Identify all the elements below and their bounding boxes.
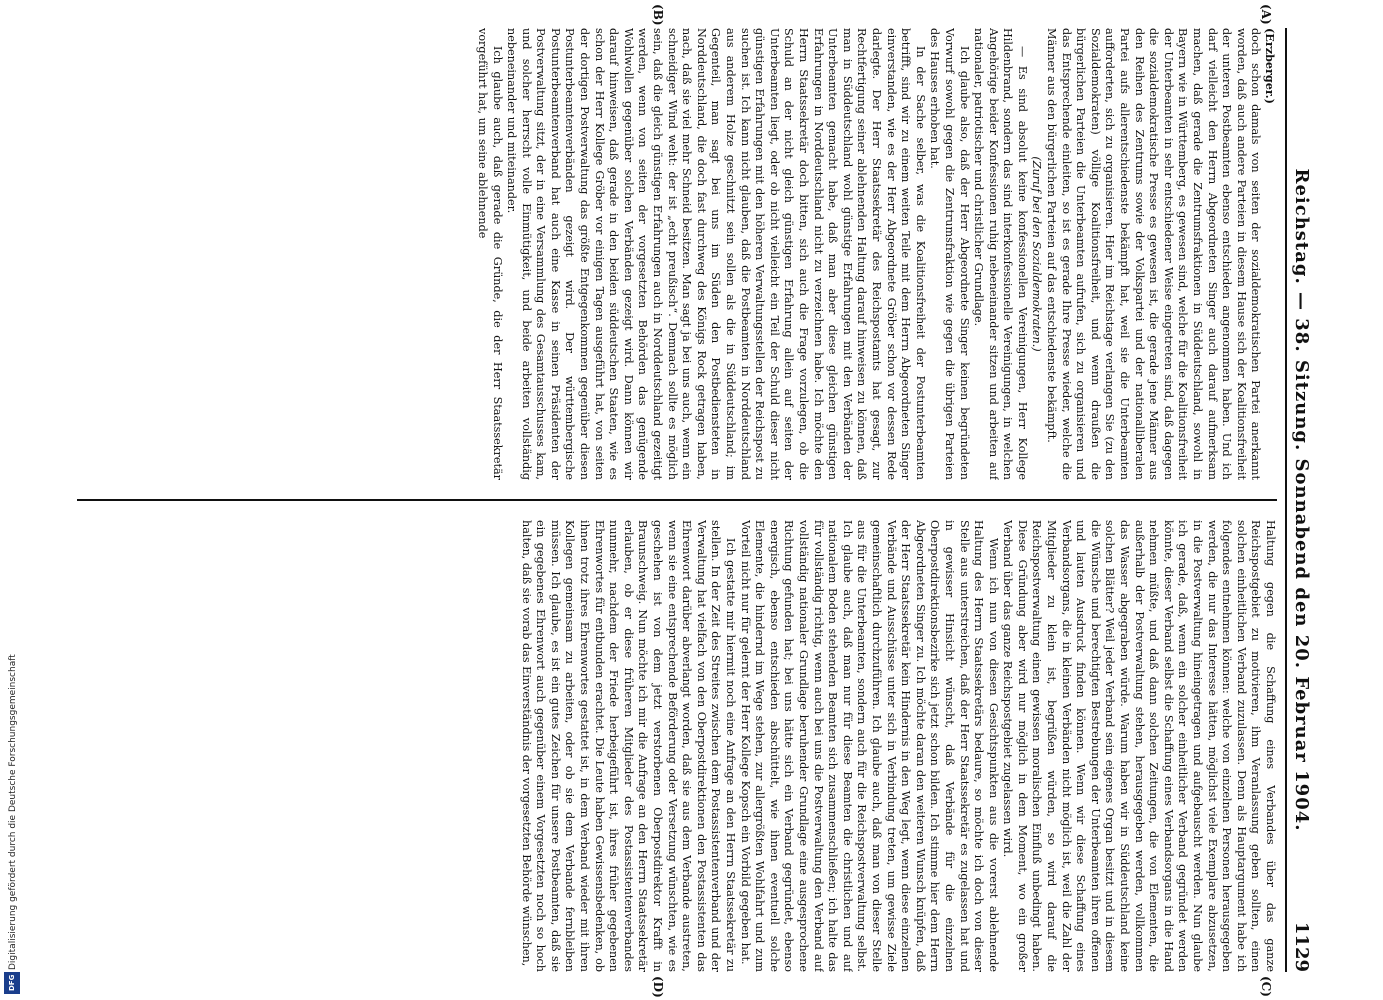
paragraph: — Es sind absolut keine konfessionellen Vereinigungen, Herr Kollege Hildenbrand, sondern das sind interkonfessionelle Vereinigungen, in welchen Angehörige beider Konfessionen ruhig nebeneinander sitzen und arbeiten auf nationaler, patriotischer und christlicher Grundlage. [972, 28, 1029, 480]
speaker-name: (Erzberger.) [1263, 28, 1277, 104]
paragraph: Wenn ich nun von diesen Gesichtspunkten aus die vorerst ablehnende Haltung des Herrn Staatssekretärs bedaure, so möchte ich doch von dieser Stelle aus unterstreichen, daß der Herr Staatssekretär es zugelassen hat und in gewisser Hinsicht wünscht, daß Verbände für die einzelnen Oberpostdirektionsbezirke sich jetzt schon bilden. Ich stimme hier dem Herrn Abgeordneten Singer zu. Ich möchte daran den weiteren Wunsch knüpfen, daß der Herr Staatssekretär kein Hindernis in den Weg legt, wenn diese einzelnen Verbände und Ausschüsse unter sich in Verbindung treten, um gewisse Ziele gemeinschaftlich durchzuführen. Ich glaube auch, daß man von dieser Stelle aus für die Unterbeamten, sondern auch für die Reichspostverwaltung selbst. Ich glaube auch, daß man nur für diese Beamten die christlichen und auf nationalem Boden stehenden Beamten sich zusammenschließen; ich halte das für vollständig richtig, wenn auch bei uns die Postverwaltung den Verband auf vollständig nationaler Grundlage beruhender Grundlage eine ausgesprochene Richtung gefunden hat; bei uns hätte sich ein Verband gegründet, ebenso energisch, ebenso entschieden abschüttelt, wie ihnen eventuell solche Elemente, die hindernd im Wege stehen, zur allergrößten Wohlfahrt und zum Vorteil nicht nur für gelernt der Herr Kollege Kopsch ein Vorbild gegeben hat. [738, 520, 1000, 972]
paragraph: Ich gestatte mir hiermit noch eine Anfrage an den Herrn Staatssekretär zu stellen. In der Zeit des Streites zwischen dem Postassistentenverband und der Verwaltung hat vielfach von den Oberpostdirektionen den Postassistenten das Ehrenwort darüber abverlangt worden, daß sie aus dem Verbande austreten, wenn sie eine entsprechende Beförderung oder Versetzung wünschten, wie es geschehen ist von dem jetzt verstorbenen Oberpostdirektor Krafft in Braunschweig. Nun möchte ich mir die Anfrage an den Herrn Staatssekretär erlauben, ob er diese früheren Mitglieder des Postassistentenverbandes nunmehr, nachdem der Friede herbeigeführt ist, ihres früher gegebenen Ehrenwortes für entbunden erachtet. Die Leute haben Gewissensbedenken, ob ihnen trotz ihres Ehrenwortes gestattet ist, in dem Verband wieder mit ihren Kollegen gemeinsam zu arbeiten, oder ob sie dem Verbande fernbleiben müssen. Ich glaube, es ist ein gutes Zeichen für unsere Postbeamten, daß sie ein gegebenes Ehrenwort auch gegenüber einem Vorgesetzten noch so hoch halten, daß sie vorab das Einverständnis der vorgesetzten Behörde wünschen, [519, 520, 738, 972]
column-divider [77, 499, 1277, 501]
document-page [25, 0, 1325, 1000]
right-column [77, 520, 1277, 972]
margin-marker-c: (C) [1259, 976, 1273, 997]
interjection: (Zuruf bei den Sozialdemokraten.) [1030, 156, 1044, 352]
margin-marker-a: (A) [1259, 4, 1273, 25]
dfg-logo: DFG [4, 972, 20, 994]
page-header [1285, 28, 1317, 972]
paragraph: doch schon damals von seiten der sozialdemokratischen Partei anerkannt worden, daß auch andere Parteien in diesem Hause sich der Koalitionsfreiheit der unteren Postbeamten ebenso entschieden angenommen haben. Und ich darf vielleicht den Herrn Abgeordneten Singer auch darauf aufmerksam machen, daß gerade die Zentrumsfraktionen in Süddeutschland, sowohl in Bayern wie in Württemberg, es gewesen sind, welche für die Koalitionsfreiheit der Unterbeamten in sehr entschiedener Weise eingetreten sind, daß dagegen die sozialdemokratische Presse es gewesen ist, die gerade jene Männer aus den Reihen des Zentrums sowie der Volkspartei und der nationalliberalen Partei aufs allerentschiedenste bekämpft hat, weil sie die Unterbeamten aufforderten, sich zu organisieren. Hier im Reichstage verlangen Sie (zu den Sozialdemokraten) völlige Koalitionsfreiheit, und wenn draußen die bürgerlichen Parteien die Unterbeamten aufrufen, sich zu organisieren und das Entsprechende einleiten, so ist es gerade Ihre Presse wieder, welche die Männer aus den bürgerlichen Parteien auf das entschiedenste bekämpft. [1045, 28, 1263, 480]
page-number: 1129 [1291, 921, 1313, 972]
sidebar-credit: Digitalisierung gefördert durch die Deutsche Forschungsgemeinschaft [8, 654, 18, 970]
left-column [77, 28, 1277, 480]
digitization-sidebar [0, 0, 26, 1000]
header-title: Reichstag. — 38. Sitzung. Sonnabend den 20. Februar 1904. [1291, 168, 1313, 832]
paragraph: Ich glaube also, daß der Herr Abgeordnete Singer keinen begründeten Vorwurf sowohl gegen die Zentrumsfraktion wie gegen die übrigen Parteien des Hauses erhoben hat. [928, 28, 971, 480]
paragraph: Ich glaube auch, daß gerade die Gründe, die der Herr Staatssekretär vorgeführt hat, um seine ablehnende [475, 28, 504, 480]
margin-marker-d: (D) [651, 976, 665, 998]
margin-marker-b: (B) [651, 4, 665, 26]
paragraph: Haltung gegen die Schaffung eines Verbandes über das ganze Reichspostgebiet zu motivieren, ihm Veranlassung geben sollten, einen solchen einheitlichen Verband zuzulassen. Denn als Hauptargument habe ich folgendes entnehmen können: welche von einzelnen Personen herausgegeben werden, die nur das Interesse hätten, möglichst viele Exemplare abzusetzen, in die Postverwaltung hineingetragen und aufgebauscht werden. Nun glaube ich gerade, daß, wenn ein solcher einheitlicher Verband gegründet werden könnte, dieser Verband selbst die Schaffung eines Verbandsorgans in die Hand nehmen müßte, und daß dann solchen Zeitungen, die von Elementen, die außerhalb der Postverwaltung stehen, herausgegeben werden, vollkommen das Wasser abgegraben würde. Warum haben wir in Süddeutschland keine solchen Blätter? Weil jeder Verband sein eigenes Organ besitzt und in diesem die Wünsche und berechtigten Bestrebungen der Unterbeamten ihren offenen und lauten Ausdruck finden können. Wenn wir diese Schaffung eines Verbandsorgans, die in kleinen Verbänden nicht möglich ist, weil die Zahl der Mitglieder zu klein ist, begrüßen würden, so wird darauf die Reichspostverwaltung einen gewissen moralischen Einfluß unbedingt haben. Diese Gründung aber wird nur möglich in dem Moment, wo ein großer Verband über das ganze Reichspostgebiet zugelassen wird. [1001, 520, 1277, 972]
paragraph: In der Sache selber, was die Koalitionsfreiheit der Postunterbeamten betrifft, sind wir zu einem weiten Teile mit dem Herrn Abgeordneten Singer einverstanden, wie es der Herr Abgeordnete Gröber schon vor dessen Rede darlegte. Der Herr Staatssekretär des Reichspostamts hat gesagt, zur Rechtfertigung seiner ablehnenden Haltung darauf hinweisen zu können, daß man in Süddeutschland wohl günstige Erfahrungen mit den Verbänden der Unterbeamten gemacht habe, daß man aber diese gleichen günstigen Erfahrungen in Norddeutschland nicht zu verzeichnen habe. Ich möchte den Herrn Staatssekretär doch bitten, sich auch die Frage vorzulegen, ob die Schuld an der nicht gleich günstigen Erfahrung allein auf seiten der Unterbeamten liegt, oder ob nicht vielleicht ein Teil der Schuld dieser nicht günstigen Erfahrungen mit den höheren Verwaltungsstellen der Reichspost zu suchen ist. Ich kann nicht glauben, daß die Postbeamten in Norddeutschland aus anderem Holze geschnitzt sein sollen als die in Süddeutschland; im Gegenteil, man sagt bei uns im Süden den Postbediensteten in Norddeutschland, die doch fast durchweg des Königs Rock getragen haben, nach, daß sie viel mehr Schneid besitzen. Man sagt ja bei uns auch, wenn ein schneidiger Wind weht: der ist „echt preußisch“. Demnach sollte es möglich sein, daß die gleich günstigen Erfahrungen auch in Norddeutschland gezeitigt werden, wenn von seiten der vorgesetzten Behörden das genügende Wohlwollen gegenüber solchen Verbänden gezeigt wird. Dann können wir darauf hinweisen, daß gerade in den beiden süddeutschen Staaten, wie es schon der Herr Kollege Gröber vor einigen Tagen ausgeführt hat, von seiten der dortigen Postverwaltung das größte Entgegenkommen gegenüber diesen Postunterbeamtenverbänden gezeigt wird. Der württembergische Postunterbeamtenverband hat auch eine Kasse in seinen Präsidenten der Postverwaltung sitzt, der in eine Versammlung des Gesamtausschusses kam, und solcher herrscht volle Einmütigkeit, und beide arbeiten vollständig nebeneinander und miteinander. [505, 28, 927, 480]
